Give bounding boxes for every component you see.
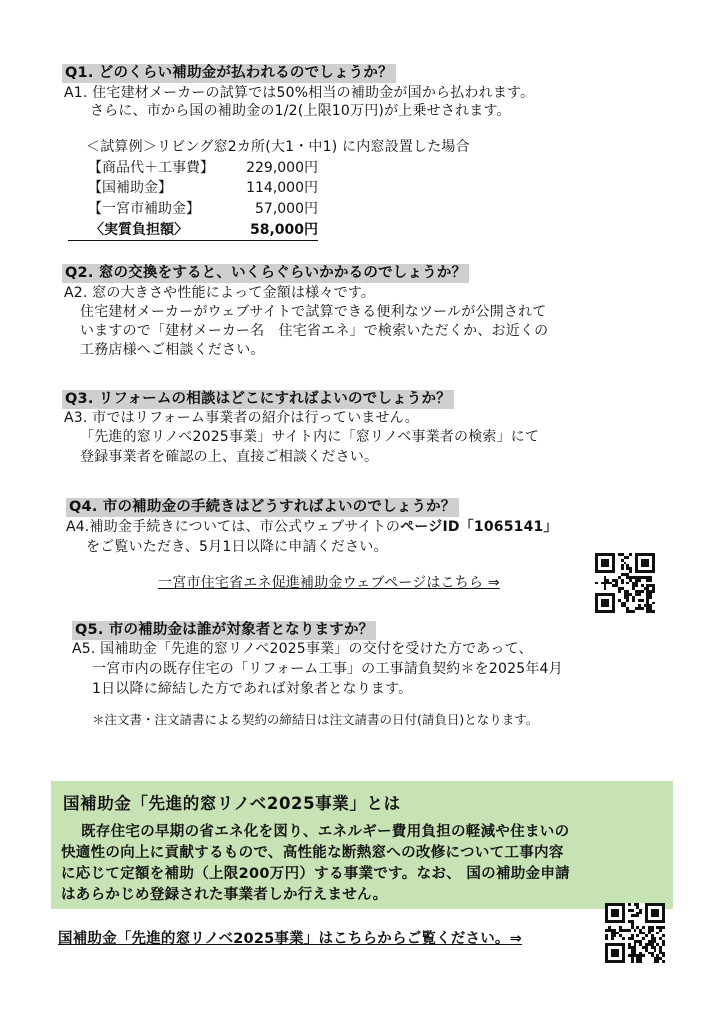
program-title: 国補助金「先進的窓リノベ2025事業」とは — [63, 794, 401, 813]
calc-value-cost: 229,000円 — [246, 160, 318, 176]
calc-value-city: 57,000円 — [255, 201, 318, 217]
program-link[interactable]: 国補助金「先進的窓リノベ2025事業」はこちらからご覧ください。⇒ — [58, 931, 522, 947]
city-webpage-link[interactable]: 一宮市住宅省エネ促進補助金ウェブページはこちら ⇒ — [158, 575, 500, 591]
q1-question: Q1. どのくらい補助金が払われるのでしょうか？ — [62, 64, 396, 83]
calc-value-national: 114,000円 — [246, 180, 318, 196]
q5-answer-line2: 一宮市内の既存住宅の「リフォーム工事」の工事請負契約＊を2025年4月 — [92, 661, 563, 677]
q5-answer-line3: 1日以降に締結した方であれば対象者となります。 — [92, 681, 413, 697]
program-body-line1: 既存住宅の早期の省エネ化を図り、エネルギー費用負担の軽減や住まいの — [81, 824, 570, 840]
q4-answer-text: A4.補助金手続きについては、市公式ウェブサイトの — [66, 519, 401, 535]
q5-question: Q5. 市の補助金は誰が対象者となりますか？ — [72, 621, 376, 640]
program-body-line2: 快適性の向上に貢献するもので、高性能な断熱窓への改修について工事内容 — [61, 845, 564, 861]
q1-answer-line1: A1. 住宅建材メーカーの試算では50%相当の補助金が国から払われます。 — [64, 85, 535, 101]
program-info-box — [51, 781, 673, 909]
q5-answer-line1: A5. 国補助金「先進的窓リノベ2025事業」の交付を受けた方であって、 — [72, 641, 533, 657]
q3-answer-line3: 登録事業者を確認の上、直接ご相談ください。 — [80, 449, 379, 465]
q2-answer-line2: 住宅建材メーカーがウェブサイトで試算できる便利なツールが公開されて — [80, 304, 547, 320]
q2-question: Q2. 窓の交換をすると、いくらぐらいかかるのでしょうか？ — [62, 264, 469, 283]
program-body-line4: はあらかじめ登録された事業者しか行えません。 — [61, 887, 388, 903]
q4-answer-line1 — [66, 518, 558, 537]
calc-label-national: 【国補助金】 — [88, 180, 172, 196]
q2-answer-line1: A2. 窓の大きさや性能によって金額は様々です。 — [64, 285, 376, 301]
qr-code-icon — [605, 903, 665, 963]
q3-answer-line2: 「先進的窓リノベ2025事業」サイト内に「窓リノベ事業者の検索」にて — [80, 429, 540, 445]
calc-total-row — [68, 221, 318, 241]
q2-answer-line3: いますので「建材メーカー名 住宅省エネ」で検索いただくか、お近くの — [80, 323, 549, 339]
q5-note: ＊注文書・注文請書による契約の締結日は注文請書の日付(請負日)となります。 — [92, 712, 539, 727]
calc-label-city: 【一宮市補助金】 — [88, 201, 200, 217]
calc-label-total: 〈実質負担額〉 — [90, 222, 188, 238]
q4-question: Q4. 市の補助金の手続きはどうすればよいのでしょうか？ — [66, 498, 459, 517]
q2-answer-line4: 工務店様へご相談ください。 — [80, 342, 265, 358]
q4-answer-line2: をご覧いただき、5月1日以降に申請ください。 — [86, 539, 388, 555]
q3-answer-line1: A3. 市ではリフォーム事業者の紹介は行っていません。 — [64, 410, 419, 426]
program-body-line3: に応じて定額を補助（上限200万円）する事業です。なお、 国の補助金申請 — [61, 866, 570, 882]
qr-code-icon — [595, 553, 655, 613]
calc-value-total: 58,000円 — [249, 222, 318, 238]
page-id: ページID「1065141」 — [400, 519, 558, 535]
q1-answer-line2: さらに、市から国の補助金の1/2(上限10万円)が上乗せされます。 — [90, 103, 511, 119]
calc-label-cost: 【商品代＋工事費】 — [88, 160, 214, 176]
q1-example-heading: ＜試算例＞リビング窓2カ所(大1・中1) に内窓設置した場合 — [86, 139, 470, 155]
q3-question: Q3. リフォームの相談はどこにすればよいのでしょうか？ — [62, 390, 454, 409]
